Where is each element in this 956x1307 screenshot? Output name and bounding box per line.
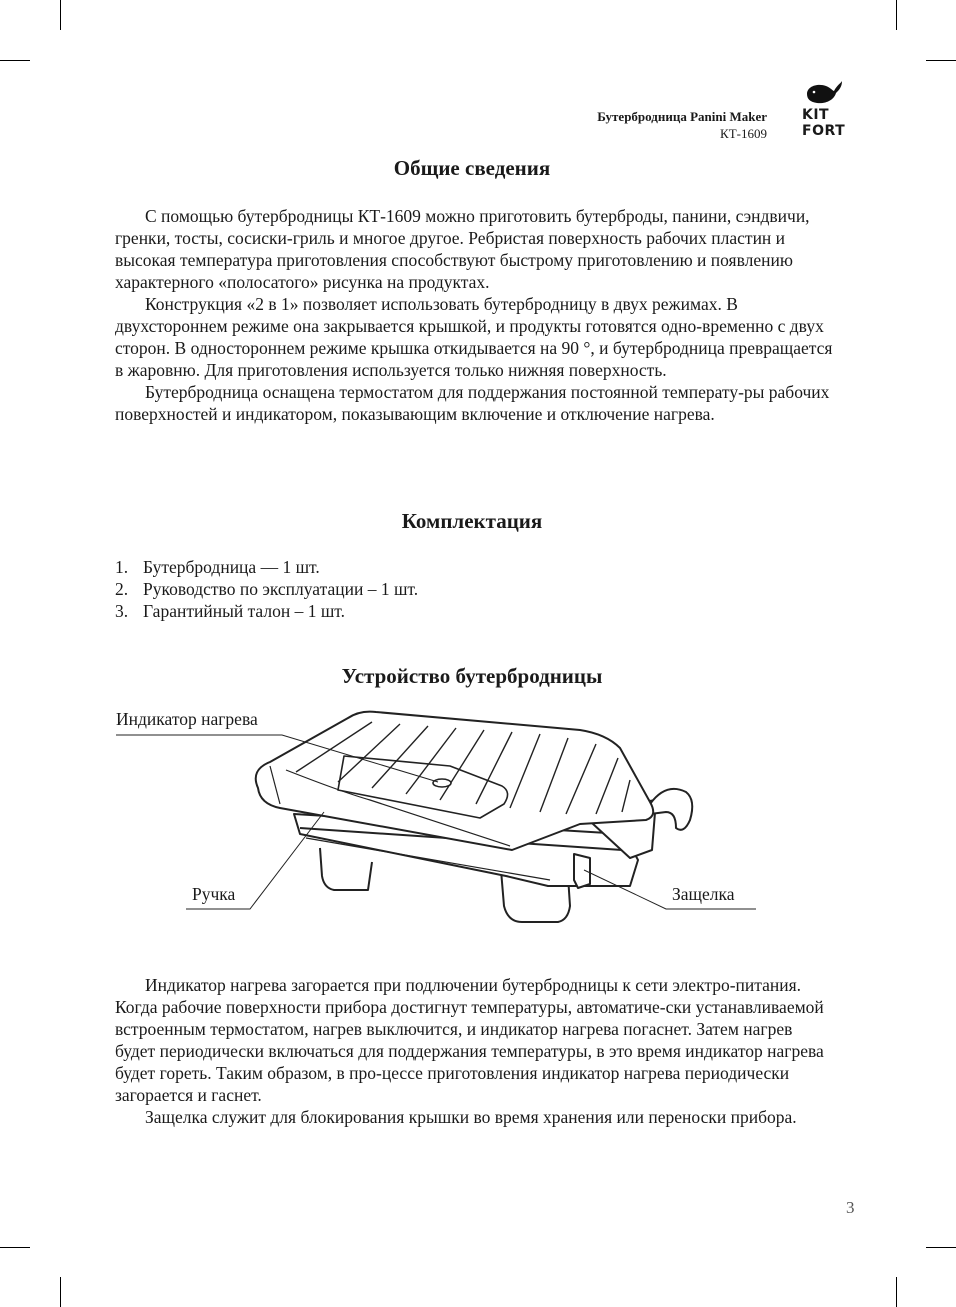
crop-mark (896, 1277, 897, 1307)
label-handle: Ручка (192, 884, 236, 904)
label-indicator: Индикатор нагрева (116, 709, 258, 729)
logo-text-kit: KIT (802, 107, 830, 123)
crop-mark (0, 60, 30, 61)
logo-text-fort: FORT (802, 123, 846, 139)
list-number: 3. (115, 601, 129, 621)
label-latch: Защелка (672, 884, 735, 904)
list-text: Бутербродница — 1 шт. (143, 557, 320, 577)
page-number: 3 (846, 1198, 855, 1217)
list-number: 2. (115, 579, 129, 599)
grill-handle (650, 789, 692, 830)
section-title-device: Устройство бутербродницы (341, 664, 603, 688)
paragraph: Бутербродница оснащена термостатом для поддержания постоянной температу-ры рабочих поверхностей и индикатором, показывающим включение и отключение нагрева. (115, 382, 830, 424)
latch-clip (574, 854, 590, 888)
whale-icon (804, 80, 844, 106)
crop-mark (60, 1277, 61, 1307)
section-title-general: Общие сведения (393, 156, 551, 180)
front-foot (320, 848, 372, 890)
model-number: КТ-1609 (720, 126, 767, 141)
list-item (115, 556, 418, 578)
crop-mark (0, 1247, 30, 1248)
crop-mark (926, 1247, 956, 1248)
paragraph: Индикатор нагрева загорается при подлючении бутербродницы к сети электро-питания. Когда рабочие поверхности прибора достигнут температуры, автоматиче-ски устанавливаемой встроенным термостатом, нагрев выключится, и индикатор нагрева погаснет. Затем нагрев будет периодически включаться для поддержания температуры, в это время индикатор нагрева будет гореть. Таким образом, в про-цессе приготовления индикатор нагрева периодически загорается и гаснет. (115, 975, 824, 1105)
list-text: Руководство по эксплуатации – 1 шт. (143, 579, 419, 599)
list-text: Гарантийный талон – 1 шт. (143, 601, 346, 621)
crop-mark (896, 0, 897, 30)
device-text (115, 974, 835, 1128)
kit-list (115, 556, 418, 622)
brand-logo (798, 80, 850, 140)
list-item (115, 578, 418, 600)
paragraph: Конструкция «2 в 1» позволяет использовать бутербродницу в двух режимах. В двухстороннем режиме она закрывается крышкой, и продукты готовятся одно-временно с двух сторон. В одностороннем режиме крышка откидывается на 90 °, и бутербродница превращается в жаровню. Для приготовления используется только нижняя поверхность. (115, 294, 833, 380)
page-header (597, 108, 767, 142)
heat-indicator-lamp (433, 779, 451, 787)
general-text (115, 205, 835, 425)
crop-mark (60, 0, 61, 30)
section-title-kit: Комплектация (401, 509, 543, 533)
crop-mark (926, 60, 956, 61)
list-number: 1. (115, 557, 129, 577)
product-name: Бутербродница Panini Maker (597, 109, 767, 124)
list-item (115, 600, 418, 622)
paragraph: Защелка служит для блокирования крышки во время хранения или переноски прибора. (145, 1107, 797, 1127)
paragraph: С помощью бутербродницы КТ-1609 можно приготовить бутерброды, панини, сэндвичи, гренки, тосты, сосиски-гриль и многое другое. Ребристая поверхность рабочих пластин и высокая температура приготовления способствуют быстрому приготовлению и появлению характерного «полосатого» рисунка на продуктах. (115, 206, 810, 292)
